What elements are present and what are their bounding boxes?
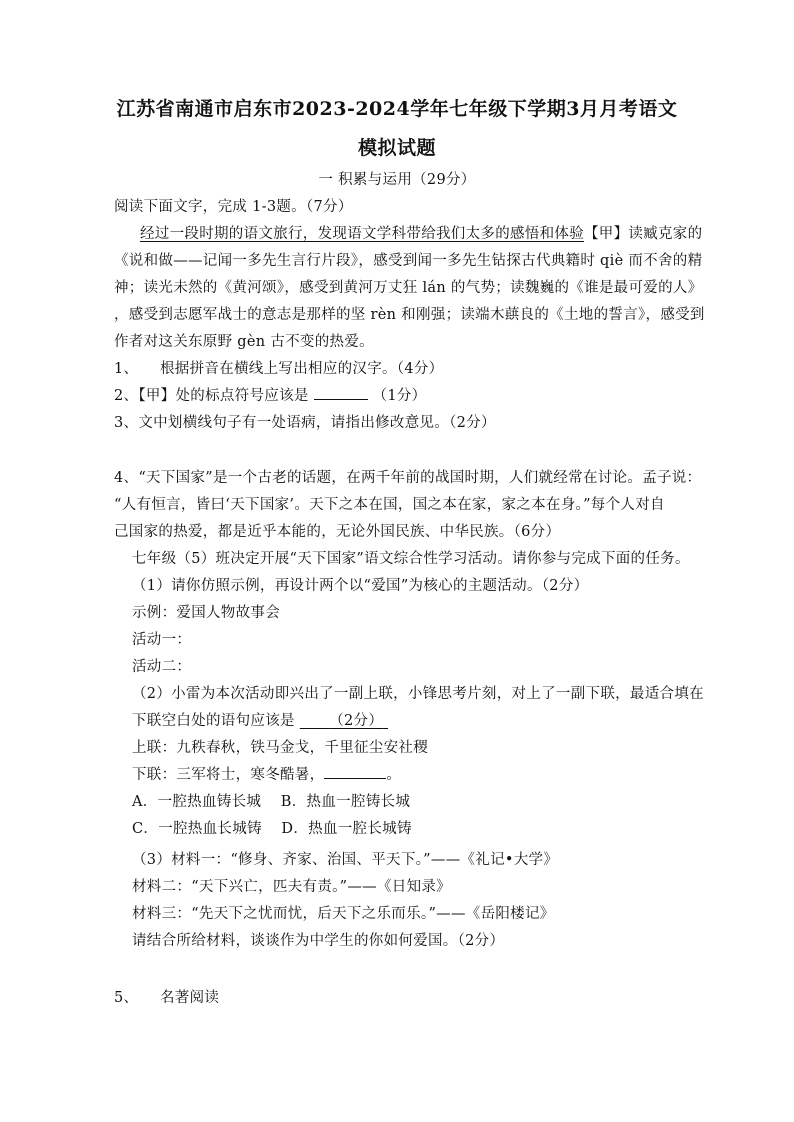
passage-line-5: 作者对这关东原野 gèn 古不变的热爱。 [114, 334, 374, 350]
options-c-d: C．一腔热血长城铸 D．热血一腔长城铸 [132, 821, 412, 837]
exam-title-line1: 江苏省南通市启东市2023-2024学年七年级下学期3月月考语文 [116, 98, 678, 120]
passage-line-4: ，感受到志愿军战士的意志是那样的坚 rèn 和刚强；读端木蕻良的《土地的誓言》，感受到 [114, 307, 705, 323]
couplet-blank[interactable] [324, 764, 386, 779]
question-5-number: 5、 [114, 990, 139, 1006]
question-intro: 阅读下面文字，完成 1-3题。（7分） [114, 199, 353, 215]
activity-2-label: 活动二： [132, 659, 192, 675]
question-4-sub-3-prompt: 请结合所给材料，谈谈作为中学生的你如何爱国。（2分） [132, 933, 505, 949]
question-4-line-4: 七年级（5）班决定开展“天下国家”语文综合性学习活动。请你参与完成下面的任务。 [132, 551, 690, 567]
material-2: 材料二：“天下兴亡，匹夫有责。”——《日知录》 [132, 879, 451, 895]
passage-line-3: 神；读光未然的《黄河颂》，感受到黄河万丈狂 lán 的气势；读魏巍的《谁是最可爱的人》 [114, 280, 703, 296]
exam-title-line2: 模拟试题 [357, 137, 436, 159]
question-3-text: 3、文中划横线句子有一处语病，请指出修改意见。（2分） [114, 415, 496, 431]
question-2-text: 2、【甲】处的标点符号应该是 [114, 388, 309, 404]
question-4-sub-1: （1）请你仿照示例，再设计两个以“爱国”为核心的主题活动。（2分） [132, 578, 589, 594]
question-4-line-3: 己国家的热爱，都是近乎本能的，无论外国民族、中华民族。（6分） [114, 524, 561, 540]
question-2-score: （1分） [372, 388, 427, 404]
material-3: 材料三：“先天下之忧而忧，后天下之乐而乐。”——《岳阳楼记》 [132, 906, 555, 922]
lower-couplet [132, 763, 401, 784]
activity-1-label: 活动一： [132, 632, 192, 648]
lower-couplet-text: 下联：三军将士，寒冬酷暑， [132, 767, 325, 783]
sub-2-score[interactable]: （2分） [329, 713, 384, 729]
question-1-text: 根据拼音在横线上写出相应的汉字。（4分） [160, 361, 444, 377]
question-5-text: 名著阅读 [160, 990, 220, 1006]
answer-blank[interactable] [314, 385, 368, 400]
underlined-sentence: 经过一段时期的语文旅行，发现语文学科带给我们太多的感悟和体验 [140, 226, 584, 242]
passage-line-1-rest: 【甲】读臧克家的 [584, 226, 703, 242]
sub-2-prompt: 下联空白处的语句应该是 [132, 713, 295, 729]
question-4-sub-2-line-2 [132, 709, 388, 730]
passage-line-2: 《说和做——记闻一多先生言行片段》，感受到闻一多先生钻探古代典籍时 qiè 而不舍的精 [114, 253, 703, 269]
question-1-number: 1、 [114, 361, 139, 377]
options-a-b: A．一腔热血铸长城 B．热血一腔铸长城 [132, 794, 411, 810]
upper-couplet: 上联：九秩春秋，铁马金戈，千里征尘安社稷 [132, 740, 428, 756]
passage-line-1 [140, 222, 702, 243]
example-line: 示例：爱国人物故事会 [132, 605, 280, 621]
question-2 [114, 384, 426, 405]
couplet-period: 。 [386, 767, 402, 783]
section-heading: 一 积累与运用（29分） [318, 172, 476, 188]
question-4-sub-2: （2）小雷为本次活动即兴出了一副上联，小锋思考片刻，对上了一副下联，最适合填在 [132, 686, 704, 702]
material-1: （3）材料一：“修身、齐家、治国、平天下。”——《礼记•大学》 [132, 852, 559, 868]
question-4-line-2: “人有恒言，皆曰‘天下国家’。天下之本在国，国之本在家，家之本在身。”每个人对自 [114, 497, 665, 513]
question-4-line-1: 4、“天下国家”是一个古老的话题，在两千年前的战国时期，人们就经常在讨论。孟子说： [114, 470, 702, 486]
